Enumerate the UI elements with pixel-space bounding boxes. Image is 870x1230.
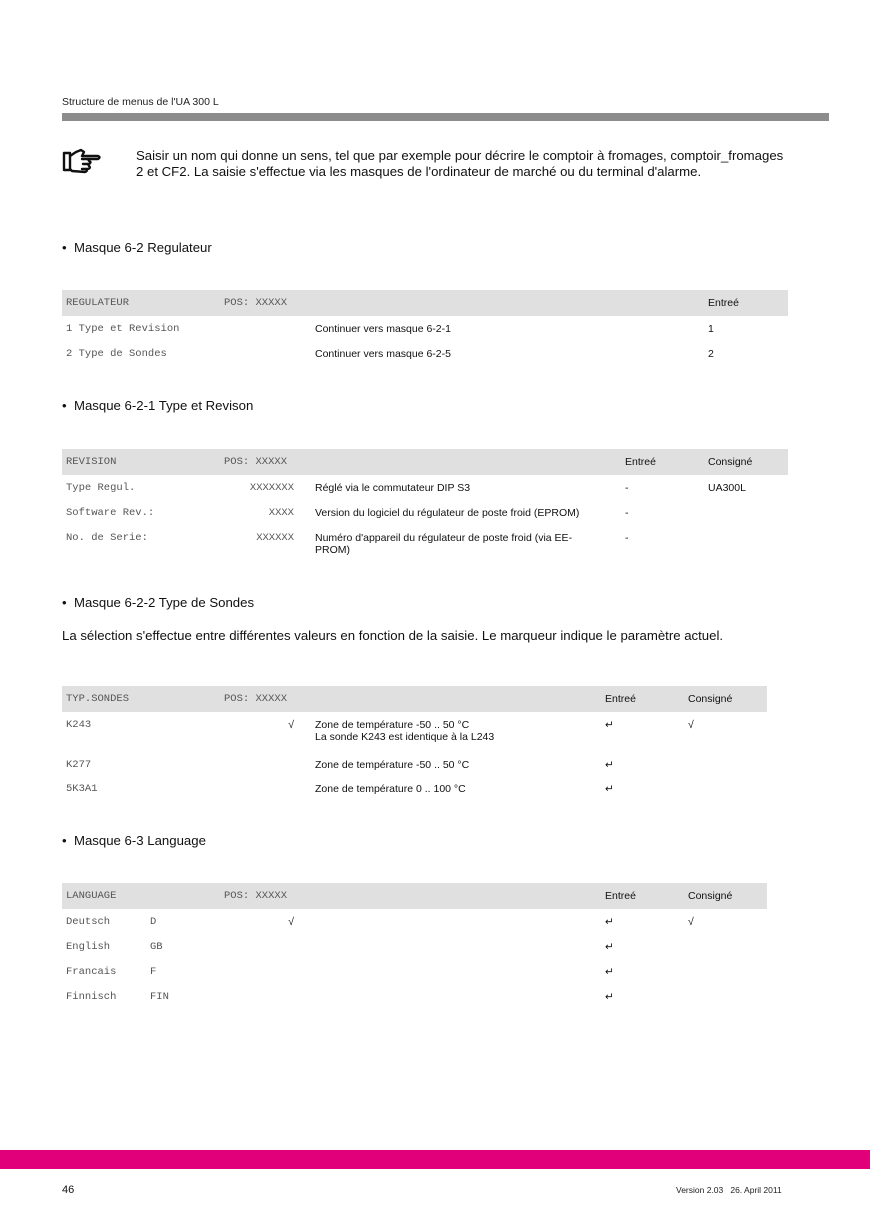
section-paragraph: La sélection s'effectue entre différentes valeurs en fonction de la saisie. Le marqueur indique le paramètre actuel. xyxy=(62,628,724,643)
table-header xyxy=(62,449,788,475)
checkmark-icon: √ xyxy=(688,719,694,731)
header-entry: Entreé xyxy=(605,693,636,705)
section-title: Masque 6-3 Language xyxy=(73,833,206,848)
table-row xyxy=(62,482,788,502)
table-row xyxy=(62,783,767,803)
row-desc: Zone de température 0 .. 100 °C xyxy=(315,783,466,795)
row-desc: Zone de température -50 .. 50 °C xyxy=(315,719,470,731)
row-desc: Numéro d'appareil du régulateur de poste froid (via EE-PROM) xyxy=(315,532,573,556)
row-desc: Version du logiciel du régulateur de poste froid (EPROM) xyxy=(315,507,580,519)
header-pos: POS: XXXXX xyxy=(224,456,288,468)
header-setpoint: Consigné xyxy=(688,890,733,902)
header-name: REGULATEUR xyxy=(66,297,130,309)
section-title: Masque 6-2 Regulateur xyxy=(73,240,212,255)
row-name: K243 xyxy=(66,719,92,731)
note-text: Saisir un nom qui donne un sens, tel que par exemple pour décrire le comptoir à fromages, comptoir_fromages 2 et CF2. La saisie s'effectue via les masques de l'ordinateur de marché ou du terminal d'alarme. xyxy=(136,148,784,179)
table-row xyxy=(62,348,788,368)
enter-icon: ↵ xyxy=(605,916,614,928)
row-value: XXXX xyxy=(268,507,294,519)
enter-icon: ↵ xyxy=(605,941,614,953)
row-name: Type Regul. xyxy=(66,482,136,494)
checkmark-icon: √ xyxy=(288,719,294,731)
row-code: GB xyxy=(150,941,163,953)
table-language xyxy=(62,883,767,1008)
row-name: 1 Type et Revision xyxy=(66,323,180,335)
bullet: • xyxy=(62,398,67,413)
row-code: F xyxy=(150,966,157,978)
header-entry: Entreé xyxy=(625,456,656,468)
page-number: 46 xyxy=(62,1184,75,1196)
bullet: • xyxy=(62,240,67,255)
header-pos: POS: XXXXX xyxy=(224,297,288,309)
row-code: FIN xyxy=(150,991,169,1003)
table-sondes xyxy=(62,686,767,801)
table-row xyxy=(62,916,767,936)
section-heading-sondes xyxy=(62,595,254,610)
row-desc: Continuer vers masque 6-2-5 xyxy=(315,348,451,360)
table-header xyxy=(62,883,767,909)
footer-accent-bar xyxy=(0,1150,870,1169)
table-header xyxy=(62,290,788,316)
section-heading-language xyxy=(62,833,206,848)
header-name: REVISION xyxy=(66,456,117,468)
row-name: Software Rev.: xyxy=(66,507,155,519)
table-revision xyxy=(62,449,788,564)
header-setpoint: Consigné xyxy=(688,693,733,705)
header-name: TYP.SONDES xyxy=(66,693,130,705)
row-name: 2 Type de Sondes xyxy=(66,348,167,360)
enter-icon: ↵ xyxy=(605,966,614,978)
row-code: D xyxy=(150,916,157,928)
header-rule xyxy=(62,113,829,121)
row-entry: - xyxy=(625,507,629,519)
row-name: No. de Serie: xyxy=(66,532,148,544)
row-desc: Réglé via le commutateur DIP S3 xyxy=(315,482,471,494)
enter-icon: ↵ xyxy=(605,759,614,771)
section-title: Masque 6-2-1 Type et Revison xyxy=(73,398,254,413)
enter-icon: ↵ xyxy=(605,783,614,795)
row-desc: Continuer vers masque 6-2-1 xyxy=(315,323,451,335)
header-setpoint: Consigné xyxy=(708,456,753,468)
row-name: Finnisch xyxy=(66,991,117,1003)
section-heading-regulateur xyxy=(62,240,212,255)
header-entry: Entreé xyxy=(708,297,739,309)
row-entry: 2 xyxy=(708,348,714,360)
checkmark-icon: √ xyxy=(688,916,694,928)
row-value: XXXXXXX xyxy=(249,482,294,494)
header-name: LANGUAGE xyxy=(66,890,117,902)
row-name: Francais xyxy=(66,966,117,978)
table-row xyxy=(62,966,767,986)
table-row xyxy=(62,507,788,527)
row-name: English xyxy=(66,941,111,953)
row-desc: Zone de température -50 .. 50 °C xyxy=(315,759,470,771)
table-row xyxy=(62,941,767,961)
table-row xyxy=(62,532,788,562)
row-value: XXXXXX xyxy=(256,532,294,544)
row-name: 5K3A1 xyxy=(66,783,98,795)
version-info: Version 2.03 26. April 2011 xyxy=(676,1185,782,1195)
header-pos: POS: XXXXX xyxy=(224,890,288,902)
table-row xyxy=(62,991,767,1011)
section-heading-revision xyxy=(62,398,253,413)
row-name: Deutsch xyxy=(66,916,111,928)
header-pos: POS: XXXXX xyxy=(224,693,288,705)
enter-icon: ↵ xyxy=(605,991,614,1003)
row-desc-secondary: La sonde K243 est identique à la L243 xyxy=(315,731,495,743)
section-title: Masque 6-2-2 Type de Sondes xyxy=(73,595,255,610)
table-row xyxy=(62,323,788,343)
row-setpoint: UA300L xyxy=(708,482,746,494)
row-entry: - xyxy=(625,482,629,494)
table-row xyxy=(62,759,767,779)
table-header xyxy=(62,686,767,712)
bullet: • xyxy=(62,595,67,610)
table-row xyxy=(62,719,767,749)
pointing-hand-icon xyxy=(62,148,106,174)
row-name: K277 xyxy=(66,759,92,771)
row-entry: 1 xyxy=(708,323,714,335)
row-entry: - xyxy=(625,532,629,544)
running-header: Structure de menus de l'UA 300 L xyxy=(62,96,219,108)
enter-icon: ↵ xyxy=(605,719,614,731)
table-regulateur xyxy=(62,290,788,368)
header-entry: Entreé xyxy=(605,890,636,902)
bullet: • xyxy=(62,833,67,848)
checkmark-icon: √ xyxy=(288,916,294,928)
